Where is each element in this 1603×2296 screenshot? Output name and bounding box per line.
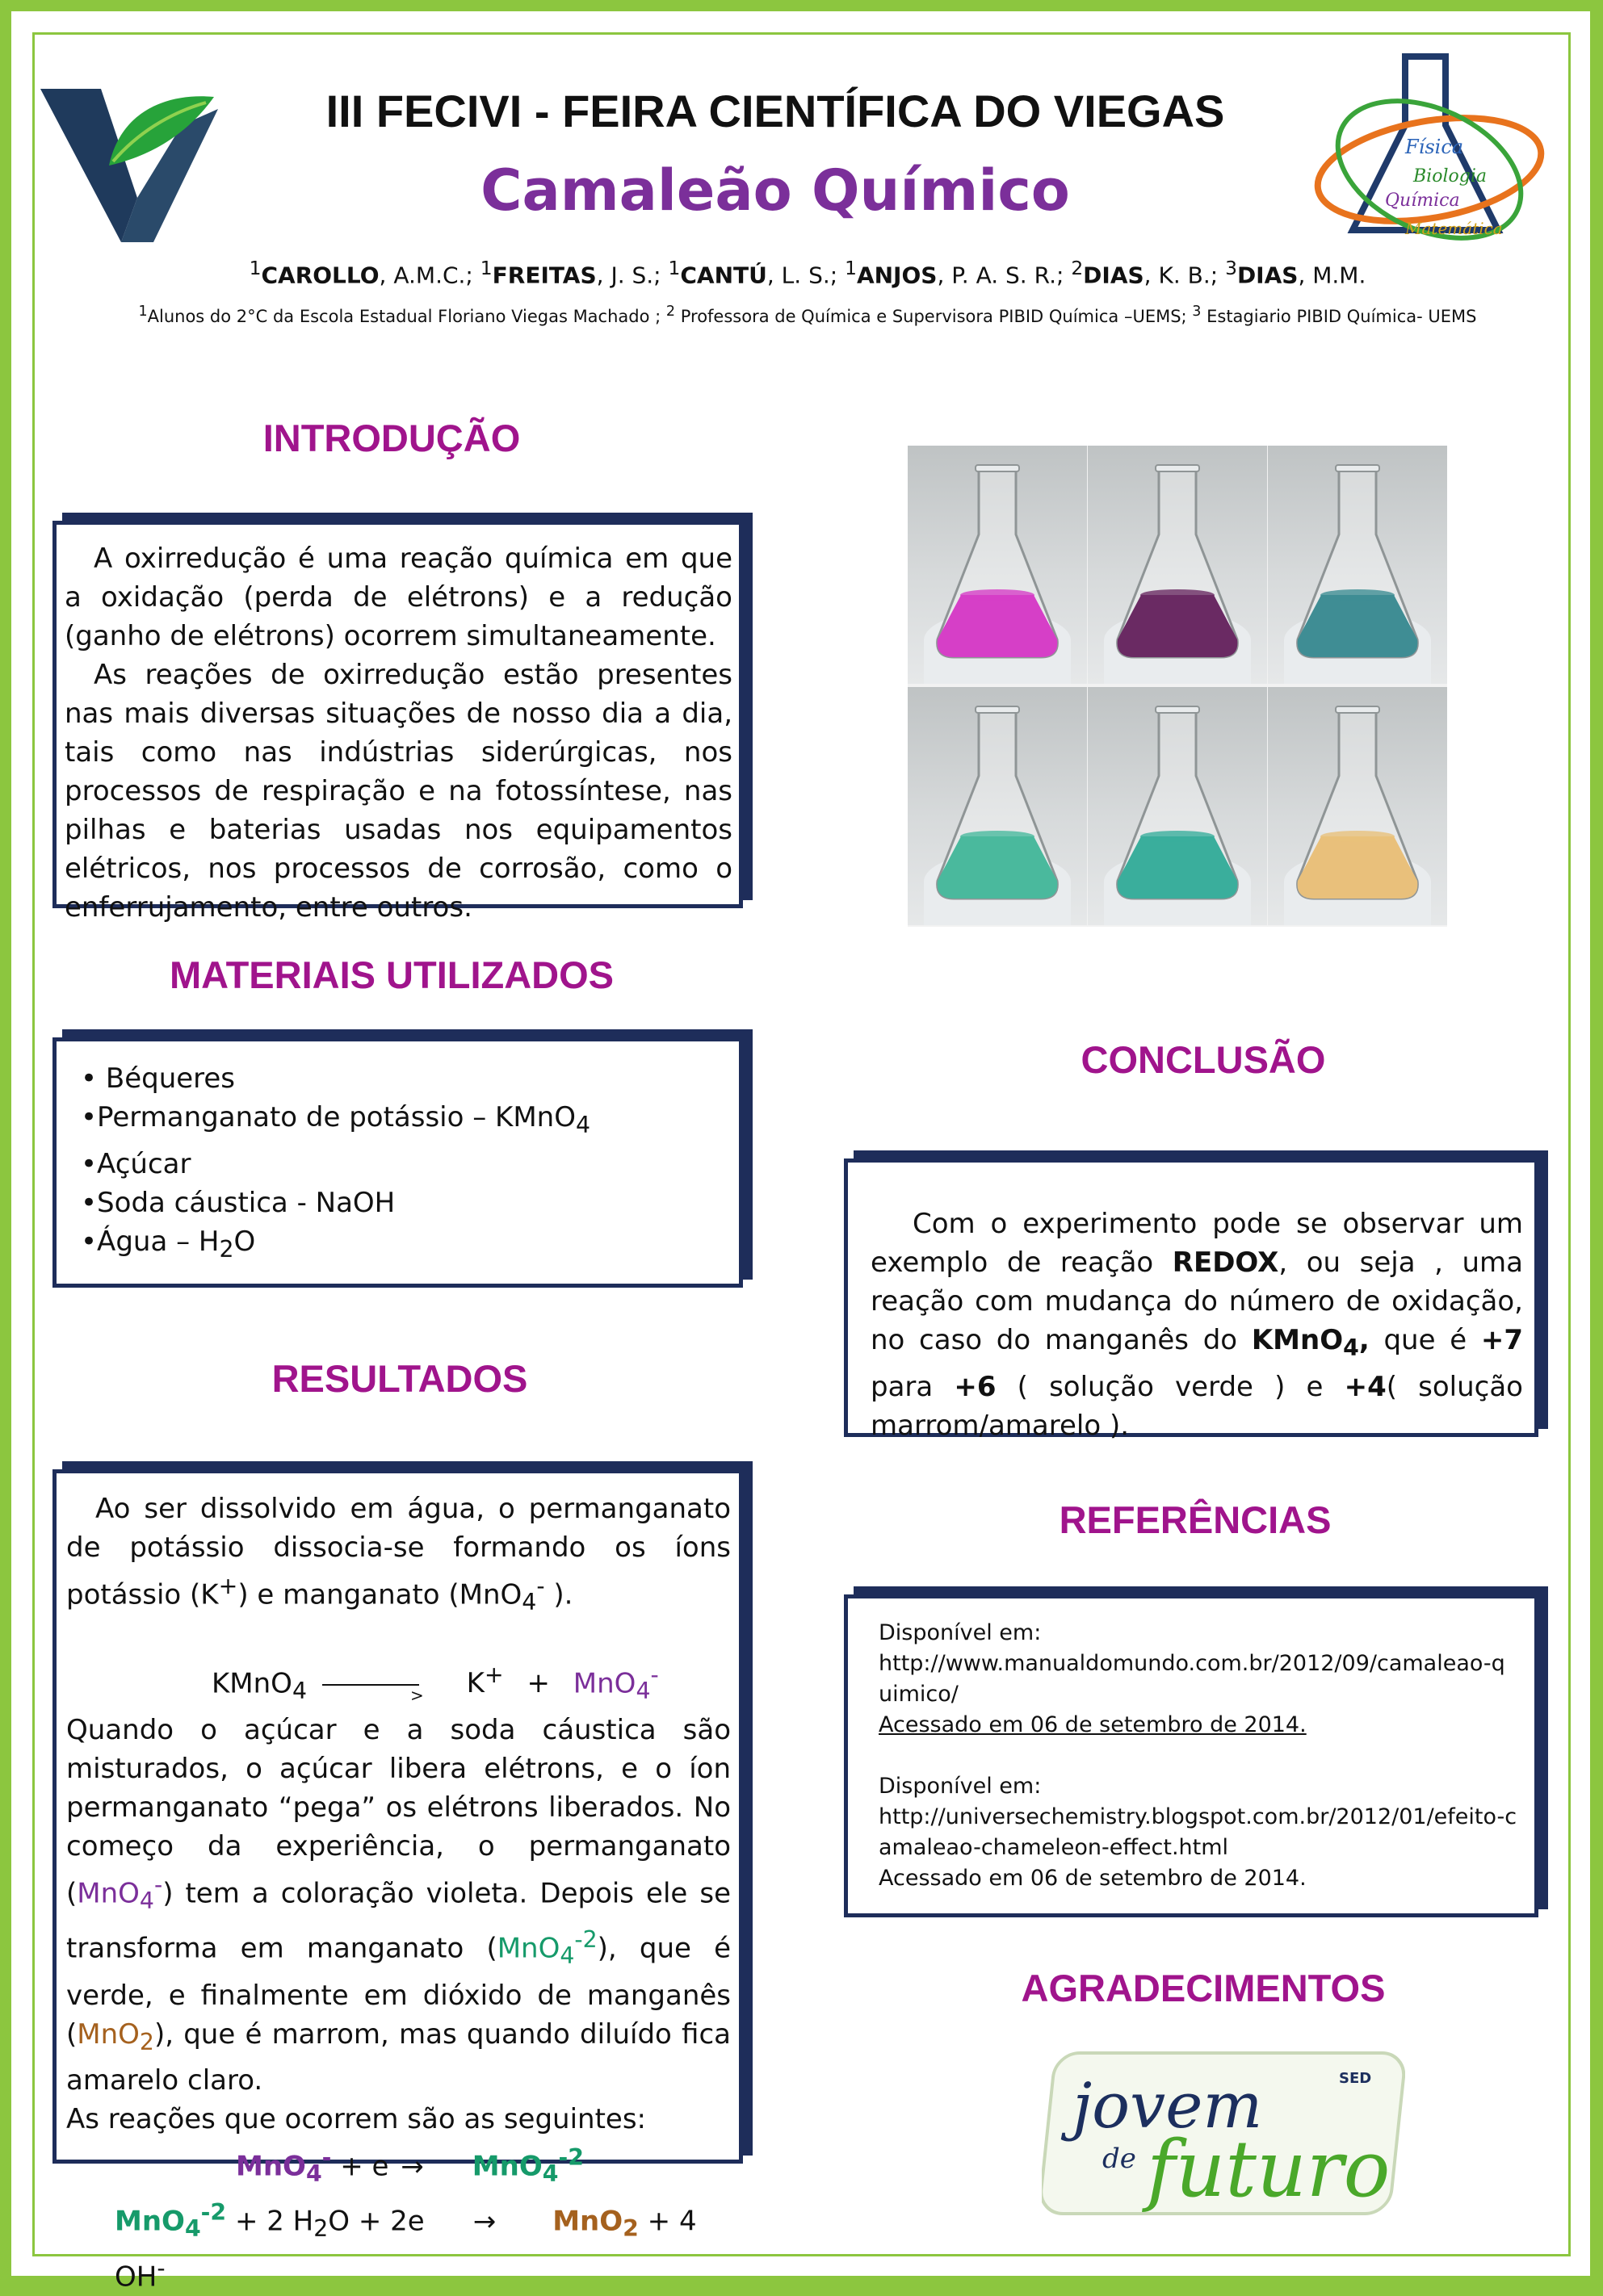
text-run: , ou seja , uma reação com mudança do número de oxidação, no caso do manganês do	[871, 1246, 1523, 1356]
conclusao-box	[844, 1158, 1538, 1442]
text-run: O + 2e	[328, 2205, 425, 2238]
poster-title: Camaleão Químico	[480, 157, 1070, 224]
reaction-2: MnO$_4^{-2}$ + 2 $H_2O + 2e \to MnO_2 + 4$ OH-	[115, 2199, 697, 2293]
text-run: ).	[544, 1578, 573, 1611]
oxidation-number: +7	[1480, 1324, 1523, 1356]
materiais-box	[52, 1037, 743, 1288]
text-run: + e	[331, 2150, 398, 2183]
author-surname: DIAS	[1236, 262, 1299, 289]
manganate-ion: MnO	[115, 2205, 185, 2238]
reaction-arrow: →	[472, 2205, 497, 2238]
materiais-item-bequeres: • Béqueres	[81, 1062, 236, 1095]
affiliation-3: Estagiario PIBID Química- UEMS	[1201, 307, 1477, 326]
manganate-ion: MnO	[497, 1932, 560, 1965]
flask-photo	[908, 446, 1087, 684]
author-initials: M.M.	[1312, 262, 1366, 289]
materiais-item-agua	[81, 1222, 731, 1269]
author-surname: CANTÚ	[680, 262, 767, 289]
materiais-item-soda: •Soda cáustica - NaOH	[81, 1186, 396, 1219]
jovem-de-futuro-logo	[1042, 2047, 1405, 2220]
ref2-url: http://universechemistry.blogspot.com.br/2012/01/efeito-camaleao-chameleon-effect.html	[879, 1804, 1517, 1860]
introducao-heading: INTRODUÇÃO	[262, 417, 521, 459]
oxidation-number: +4	[1344, 1370, 1387, 1403]
authors-line: $^1$CAROLLO, A.M.C.; $^1$FREITAS, J. S.; $^1$CANTÚ, L. S.; $^1$ANJOS, P. A. S. R.; $^2$DIAS, K. B.; $^3$DIAS, M.M.	[249, 257, 1366, 289]
redox-term: REDOX	[1172, 1246, 1279, 1279]
author-initials: K. B.;	[1158, 262, 1219, 289]
ref2-label: Disponível em:	[879, 1774, 1042, 1799]
flask-photo	[1268, 446, 1447, 684]
resultados-box	[52, 1469, 743, 2293]
affiliation-sup: 2	[665, 304, 676, 320]
plus-sign: +	[527, 1667, 550, 1700]
resultados-paragraph-1: Ao ser dissolvido em água, o permanganato de potássio dissocia-se formando os íons potássio (K+) e manganato (MnO$_4$- ).	[66, 1493, 731, 1616]
materiais-heading: MATERIAIS UTILIZADOS	[169, 953, 615, 996]
fair-title: III FECIVI - FEIRA CIENTÍFICA DO VIEGAS	[325, 86, 1225, 136]
introducao-paragraph-2: As reações de oxirredução estão presentes nas mais diversas situações de nosso dia a dia, tais como nas indústrias siderúrgicas, nos processos de respiração e na fotossíntese, nas pilhas e baterias usadas nos equipamentos elétricos, nos processos de corrosão, como o enferrujamento, entre outros.	[65, 659, 732, 924]
conclusao-heading: CONCLUSÃO	[1081, 1038, 1326, 1081]
ref1-access: Acessado em 06 de setembro de 2014.	[879, 1712, 1307, 1737]
author-initials: J. S.;	[611, 262, 661, 289]
affiliation-sup: 1	[138, 304, 148, 320]
resultados-paragraph-2: Quando o açúcar e a soda cáustica são misturados, o açúcar libera elétrons, e o íon permanganato “pega” os elétrons liberados. No começo da experiência, o permanganato (MnO$_4$-) tem a coloração violeta. Depois ele se transforma em manganato (MnO$_4^{-2}$), que é verde, e finalmente em dióxido de manganês (MnO$_2$), que é marrom, mas quando diluído fica amarelo claro.	[66, 1714, 731, 2097]
kmno4-formula: KMnO	[212, 1667, 292, 1700]
conclusao-paragraph	[871, 1205, 1523, 1445]
text-run: + 2 H	[226, 2205, 314, 2238]
text-run: ), que é marrom, mas quando diluído fica amarelo claro.	[66, 2017, 731, 2097]
flask-photo	[1088, 446, 1267, 684]
author-surname: CAROLLO	[261, 262, 380, 289]
materiais-item-permanganato	[81, 1098, 731, 1145]
affiliation-2: Professora de Química e Supervisora PIBID Química –UEMS;	[675, 307, 1187, 326]
referencias-box	[844, 1594, 1538, 1917]
author-initials: A.M.C.;	[393, 262, 473, 289]
text-run: ) e manganato (MnO	[237, 1578, 522, 1611]
text-run: ( solução verde ) e	[996, 1370, 1345, 1403]
author-sup: 1	[668, 257, 681, 279]
logo-word-matematica: Matemática	[1405, 219, 1503, 238]
author-sup: 1	[249, 257, 262, 279]
author-surname: FREITAS	[492, 262, 597, 289]
text-run: ,	[1358, 1324, 1370, 1356]
logo-word-biologia: Biologia	[1413, 166, 1487, 186]
referencias-heading: REFERÊNCIAS	[1059, 1498, 1332, 1541]
oxidation-number: +6	[954, 1370, 997, 1403]
dissociation-equation: KMnO$_4$ > K+ + MnO$_4$-	[212, 1661, 659, 1705]
subscript: 4	[1343, 1334, 1359, 1361]
ref1-label: Disponível em:	[879, 1620, 1042, 1645]
subscript: 4	[575, 1111, 591, 1138]
manganese-dioxide: MnO	[77, 2017, 140, 2051]
author-sup: 1	[480, 257, 493, 279]
logo-word-quimica: Química	[1385, 191, 1460, 211]
permanganate-ion: MnO	[573, 1667, 636, 1700]
logo-badge-sed: SED	[1339, 2070, 1372, 2087]
affiliation-1: Alunos do 2°C da Escola Estadual Floriano Viegas Machado ;	[147, 307, 661, 326]
flask-photo	[1268, 687, 1447, 925]
affiliation-sup: 3	[1192, 304, 1202, 320]
author-sup: 3	[1225, 257, 1237, 279]
permanganate-ion: MnO	[77, 1877, 140, 1910]
agradecimentos-heading: AGRADECIMENTOS	[1021, 1967, 1386, 2009]
resultados-heading: RESULTADOS	[271, 1357, 528, 1400]
author-sup: 2	[1071, 257, 1084, 279]
author-initials: P. A. S. R.;	[951, 262, 1064, 289]
logo-text-jovem: jovem	[1072, 2070, 1263, 2143]
logo-word-fisica: Física	[1405, 136, 1464, 158]
author-surname: ANJOS	[856, 262, 938, 289]
flask-photo	[908, 687, 1087, 925]
ref1-url: http://www.manualdomundo.com.br/2012/09/camaleao-quimico/	[879, 1651, 1505, 1707]
reaction-1: MnO$_4$- + e → MnO$_4^{-2}$	[236, 2144, 584, 2188]
reaction-arrow: →	[401, 2150, 424, 2183]
text-run: Com o experimento pode se observar um exemplo de reação	[871, 1208, 1523, 1279]
manganese-dioxide: MnO	[552, 2205, 623, 2238]
text-run: Quando o açúcar e a soda cáustica são misturados, o açúcar libera elétrons, e o íon permanganato “pega” os elétrons liberados. No começo da experiência, o permanganato (	[66, 1714, 731, 1910]
author-initials: L. S.;	[781, 262, 838, 289]
resultados-paragraph-3: As reações que ocorrem são as seguintes:	[66, 2103, 647, 2136]
reaction-arrow-line: >	[322, 1684, 419, 1686]
materiais-item-agua-suffix: O	[233, 1225, 256, 1258]
potassium-ion: K	[466, 1667, 485, 1700]
text-run: ), que é verde, e finalmente em dióxido de manganês (	[66, 1932, 731, 2051]
materiais-item-acucar: •Açúcar	[81, 1147, 191, 1180]
materiais-item-permanganato-text: •Permanganato de potássio – KMnO	[81, 1101, 576, 1133]
school-v-logo	[32, 77, 218, 254]
logo-text-futuro: futuro	[1147, 2124, 1391, 2214]
text-run: que é	[1369, 1324, 1481, 1356]
text-run: Ao ser dissolvido em água, o permanganato de potássio dissocia-se formando os íons potássio (K	[66, 1493, 731, 1611]
kmno4-formula: KMnO	[1251, 1324, 1344, 1356]
manganate-ion: MnO	[472, 2150, 543, 2183]
author-surname: DIAS	[1083, 262, 1144, 289]
text-run: + 4 OH	[115, 2205, 697, 2293]
text-run: ( solução marrom/amarelo ).	[871, 1370, 1523, 1442]
introducao-paragraph-1: A oxirredução é uma reação química em que a oxidação (perda de elétrons) e a redução (ganho de elétrons) ocorrem simultaneamente.	[65, 543, 732, 652]
introducao-box	[52, 521, 743, 924]
permanganate-ion: MnO	[236, 2150, 306, 2183]
materiais-item-agua-text: •Água – H	[81, 1225, 220, 1258]
flask-photo-grid	[908, 446, 1447, 927]
text-run: ) tem a coloração violeta. Depois ele se transforma em manganato (	[66, 1877, 731, 1965]
affiliations-line	[81, 304, 1534, 326]
ref2-access: Acessado em 06 de setembro de 2014.	[879, 1866, 1307, 1891]
text-run: para	[871, 1370, 955, 1403]
science-flask-logo	[1308, 48, 1551, 258]
author-sup: 1	[845, 257, 857, 279]
flask-photo	[1088, 687, 1267, 925]
logo-text-de: de	[1102, 2143, 1136, 2175]
subscript: 2	[219, 1235, 234, 1263]
